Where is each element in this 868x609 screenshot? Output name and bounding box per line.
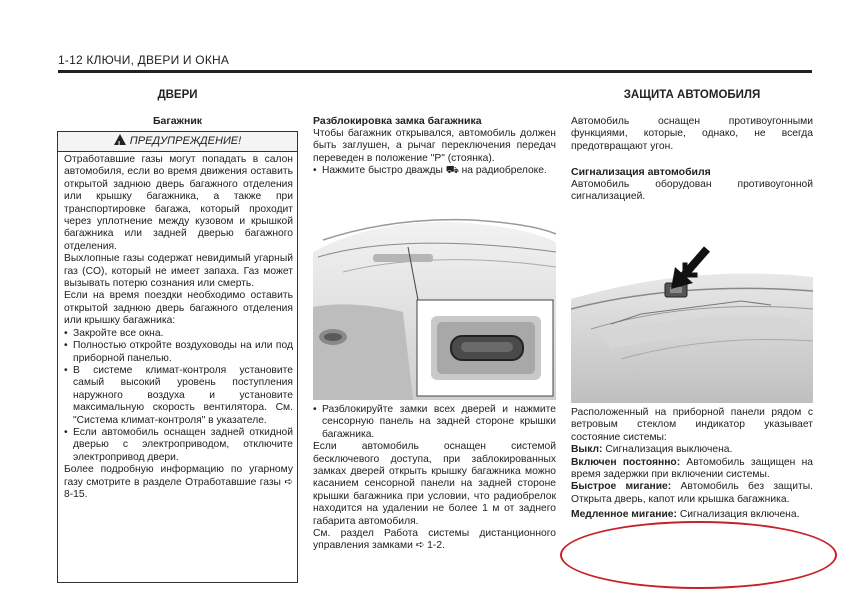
state-text: Автомобиль защищен на время задержки при включении системы.: [571, 456, 813, 481]
page-header: 1-12 КЛЮЧИ, ДВЕРИ И ОКНА: [58, 53, 230, 67]
warning-triangle-icon: [114, 134, 126, 145]
subtitle-trunk: Багажник: [152, 115, 203, 127]
list-item: • Разблокируйте замки всех дверей и нажмите сенсорную панель на задней стороне крышки багажника.: [313, 404, 556, 441]
warning-title: [58, 132, 297, 152]
warning-para-2: Выхлопные газы содержат невидимый угарный газ (CO), который не имеет запаха. Газ может вызывать потерю сознания или смерть.: [64, 253, 293, 290]
section-title-security: ЗАЩИТА АВТОМОБИЛЯ: [623, 89, 761, 101]
state-on: [571, 457, 813, 482]
state-off: [571, 444, 813, 456]
state-text: Автомобиль без защиты. Открыта дверь, капот или крышка багажника.: [571, 481, 813, 505]
section-title-doors: ДВЕРИ: [157, 89, 198, 101]
warning-para-1: Отработавшие газы могут попадать в салон автомобиля, если во время движения оставить открытой заднюю дверь багажного отделения или крышку багажника, а также при транспортировке багажа, который проходит через уплотнение между кузовом и крышкой багажника или задней дверью багажного отделения.: [64, 154, 293, 252]
list-item: • Полностью откройте воздуховоды на или под приборной панелью.: [64, 340, 293, 365]
state-label: Медленное мигание:: [571, 509, 677, 521]
list-item: • Нажмите быстро дважды ⛟ на радиобрелоке.: [313, 165, 556, 177]
middle-para-2: Если автомобиль оснащен системой бесключевого доступа, при заблокированных замках дверей открыть крышку багажника можно касанием сенсорной панели на задней стороне крышки багажника при условии, что радиобрелок находится на удалении не более 1 м от заднего габарита автомобиля.: [313, 441, 556, 527]
state-label: Включен постоянно:: [571, 456, 681, 468]
middle-para-3: См. раздел Работа системы дистанционного управления замками ➪ 1-2.: [313, 528, 556, 552]
list-item: • В системе климат-контроля установите самый высокий уровень поступления наружного воздуха и установите максимальную скорость вентилятора. См. "Система климат-контроля" в указателе.: [64, 365, 293, 427]
state-text: Сигнализация выключена.: [605, 444, 733, 456]
warning-text: [64, 154, 293, 501]
warning-para-3: Если на время поездки необходимо оставить открытой заднюю дверь багажного отделения или крышку багажника:: [64, 290, 293, 327]
header-divider: [58, 70, 812, 73]
middle-para-1: Чтобы багажник открывался, автомобиль должен быть заглушен, а рычаг переключения передач переведен в положение "P" (стоянка).: [313, 128, 556, 164]
highlight-oval: [560, 521, 837, 589]
list-item: • Закройте все окна.: [64, 328, 293, 340]
state-slow-blink: [571, 509, 813, 521]
warning-bullets: [64, 328, 293, 464]
right-intro: Автомобиль оснащен противоугонными функциями, которые, однако, не всегда предотвращают угон.: [571, 116, 813, 152]
right-indicator-text: [571, 407, 813, 522]
right-alarm-text: Автомобиль оборудован противоугонной сигнализацией.: [571, 179, 813, 203]
trunk-illustration: [313, 212, 556, 400]
alarm-indicator-illustration: [571, 209, 813, 403]
right-para-3: Расположенный на приборной панели рядом с ветровым стеклом индикатор указывает состояние системы:: [571, 407, 813, 443]
state-fast-blink: [571, 481, 813, 506]
middle-bottom-text: [313, 404, 556, 553]
warning-para-4: Более подробную информацию по угарному газу смотрите в разделе Отработавшие газы ➪ 8-15.: [64, 464, 293, 500]
subtitle-alarm: Сигнализация автомобиля: [571, 166, 711, 178]
middle-top-text: [313, 128, 556, 178]
state-label: Быстрое мигание:: [571, 481, 672, 493]
state-text: Сигнализация включена.: [679, 509, 800, 521]
list-item: • Если автомобиль оснащен задней откидной дверью с электроприводом, отключите электропривод двери.: [64, 427, 293, 464]
warning-title-text: ПРЕДУПРЕЖДЕНИЕ!: [129, 135, 242, 147]
state-label: Выкл:: [571, 444, 603, 456]
subtitle-trunk-unlock: Разблокировка замка багажника: [313, 115, 482, 127]
